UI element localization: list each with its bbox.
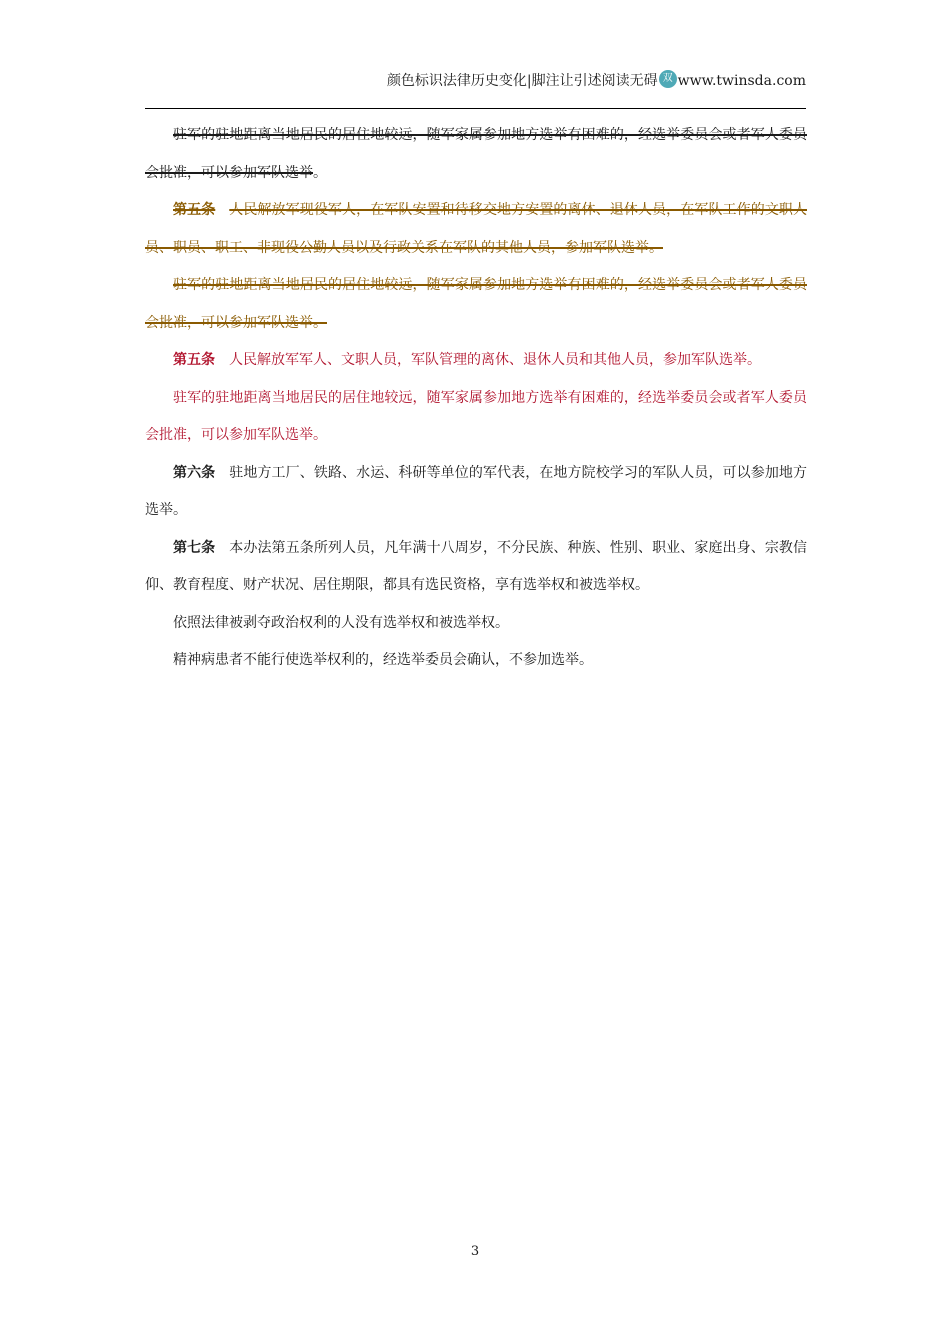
paragraph-deleted-2: [145, 267, 807, 342]
paragraph-deleted-1: [145, 117, 807, 192]
page-header: [145, 66, 806, 109]
paragraph-text: 依照法律被剥夺政治权利的人没有选举权和被选举权。: [173, 614, 509, 631]
paragraph-tail: 。: [649, 239, 663, 256]
paragraph-text: 驻军的驻地距离当地居民的居住地较远，随军家属参加地方选举有困难的，经选举委员会或者军人委员会批准，可以参加军队选举。: [145, 389, 807, 443]
paragraph-article-6: [145, 455, 807, 530]
article-number: 第五条: [173, 202, 216, 218]
twinsda-logo-icon: 双: [659, 70, 677, 88]
deleted-text: 驻军的驻地距离当地居民的居住地较远，随军家属参加地方选举有困难的，经选举委员会或者军人委员会批准，可以参加军队选举: [145, 127, 807, 181]
paragraph-text: 人民解放军军人、文职人员，军队管理的离休、退休人员和其他人员，参加军队选举。: [229, 352, 761, 368]
paragraph-article-7-sub-2: [145, 642, 807, 680]
paragraph-tail: 。: [313, 314, 327, 331]
paragraph-article-7: [145, 530, 807, 605]
paragraph-text: 精神病患者不能行使选举权利的，经选举委员会确认，不参加选举。: [173, 652, 593, 668]
paragraph-text: 本办法第五条所列人员，凡年满十八周岁，不分民族、种族、性别、职业、家庭出身、宗教信仰、教育程度、财产状况、居住期限，都具有选民资格，享有选举权和被选举权。: [145, 539, 807, 593]
paragraph-tail: 。: [313, 164, 327, 181]
paragraph-deleted-article-5: [145, 192, 807, 267]
document-body: [145, 117, 807, 680]
article-number: 第六条: [173, 464, 216, 481]
article-number: 第五条: [173, 352, 215, 368]
page-number: 3: [470, 1244, 480, 1259]
header-url[interactable]: www.twinsda.com: [677, 73, 806, 89]
article-number: 第七条: [173, 539, 216, 556]
deleted-text: 人民解放军现役军人，在军队安置和待移交地方安置的离休、退休人员，在军队工作的文职人员、职员、职工、非现役公勤人员以及行政关系在军队的其他人员，参加军队选举: [145, 202, 807, 256]
paragraph-new-article-5: [145, 342, 807, 380]
deleted-text: 驻军的驻地距离当地居民的居住地较远，随军家属参加地方选举有困难的，经选举委员会或者军人委员会批准，可以参加军队选举: [145, 277, 807, 331]
paragraph-text: 驻地方工厂、铁路、水运、科研等单位的军代表，在地方院校学习的军队人员，可以参加地方选举。: [145, 464, 807, 518]
header-title: 颜色标识法律历史变化|脚注让引述阅读无碍: [386, 73, 658, 89]
paragraph-new-2: [145, 380, 807, 455]
paragraph-article-7-sub-1: [145, 605, 807, 643]
